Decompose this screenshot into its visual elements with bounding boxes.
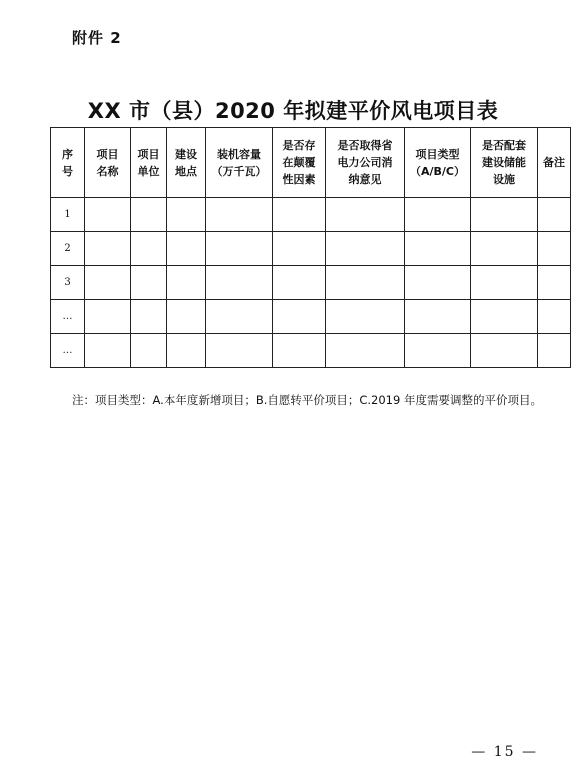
table-note (72, 389, 562, 412)
header-project-type: 项目类型 （A/B/C） (405, 128, 471, 198)
table-header-row (51, 128, 571, 198)
table-cell (131, 266, 167, 300)
table-row (51, 198, 571, 232)
note-label: 注： (72, 393, 95, 407)
header-project-name: 项目 名称 (85, 128, 131, 198)
row-seq: … (51, 300, 85, 334)
table-cell (167, 334, 206, 368)
table-cell (538, 232, 571, 266)
project-table (50, 127, 571, 368)
table-cell (206, 334, 273, 368)
table-cell (471, 198, 538, 232)
table-cell (538, 198, 571, 232)
table-cell (326, 334, 405, 368)
table-row (51, 300, 571, 334)
table-cell (85, 300, 131, 334)
table-cell (167, 300, 206, 334)
table-cell (273, 198, 326, 232)
table-cell (405, 334, 471, 368)
page-number: — 15 — (471, 744, 538, 760)
table-cell (273, 266, 326, 300)
row-seq: 1 (51, 198, 85, 232)
table-cell (206, 300, 273, 334)
table-cell (85, 266, 131, 300)
table-cell (538, 334, 571, 368)
table-row (51, 232, 571, 266)
table-cell (167, 266, 206, 300)
table-cell (206, 198, 273, 232)
table-cell (85, 198, 131, 232)
table-cell (405, 300, 471, 334)
table-cell (471, 334, 538, 368)
table-row (51, 334, 571, 368)
table-cell (167, 198, 206, 232)
table-cell (471, 300, 538, 334)
table-cell (405, 198, 471, 232)
table-cell (273, 334, 326, 368)
table-cell (326, 266, 405, 300)
table-cell (326, 300, 405, 334)
table-cell (326, 232, 405, 266)
table-cell (131, 334, 167, 368)
table-row (51, 266, 571, 300)
header-subversive-factor: 是否存 在颠覆 性因素 (273, 128, 326, 198)
table-cell (405, 266, 471, 300)
header-project-unit: 项目 单位 (131, 128, 167, 198)
table-cell (131, 300, 167, 334)
table-cell (405, 232, 471, 266)
row-seq: 2 (51, 232, 85, 266)
table-cell (538, 266, 571, 300)
header-remarks: 备注 (538, 128, 571, 198)
table-cell (273, 300, 326, 334)
header-capacity: 装机容量 （万千瓦） (206, 128, 273, 198)
table-cell (471, 232, 538, 266)
note-text: 项目类型：A.本年度新增项目；B.自愿转平价项目；C.2019 年度需要调整的平价项目。 (95, 393, 542, 407)
table-cell (326, 198, 405, 232)
table-cell (131, 198, 167, 232)
table-cell (167, 232, 206, 266)
table-cell (273, 232, 326, 266)
header-location: 建设 地点 (167, 128, 206, 198)
table-cell (538, 300, 571, 334)
table-cell (85, 334, 131, 368)
table-cell (85, 232, 131, 266)
row-seq: … (51, 334, 85, 368)
header-seq: 序 号 (51, 128, 85, 198)
header-storage: 是否配套 建设储能 设施 (471, 128, 538, 198)
row-seq: 3 (51, 266, 85, 300)
table-cell (206, 232, 273, 266)
table-cell (471, 266, 538, 300)
table-title: XX 市（县）2020 年拟建平价风电项目表 (87, 99, 499, 123)
header-grid-opinion: 是否取得省 电力公司消 纳意见 (326, 128, 405, 198)
attachment-label: 附件 2 (72, 29, 122, 47)
table-cell (131, 232, 167, 266)
table-cell (206, 266, 273, 300)
